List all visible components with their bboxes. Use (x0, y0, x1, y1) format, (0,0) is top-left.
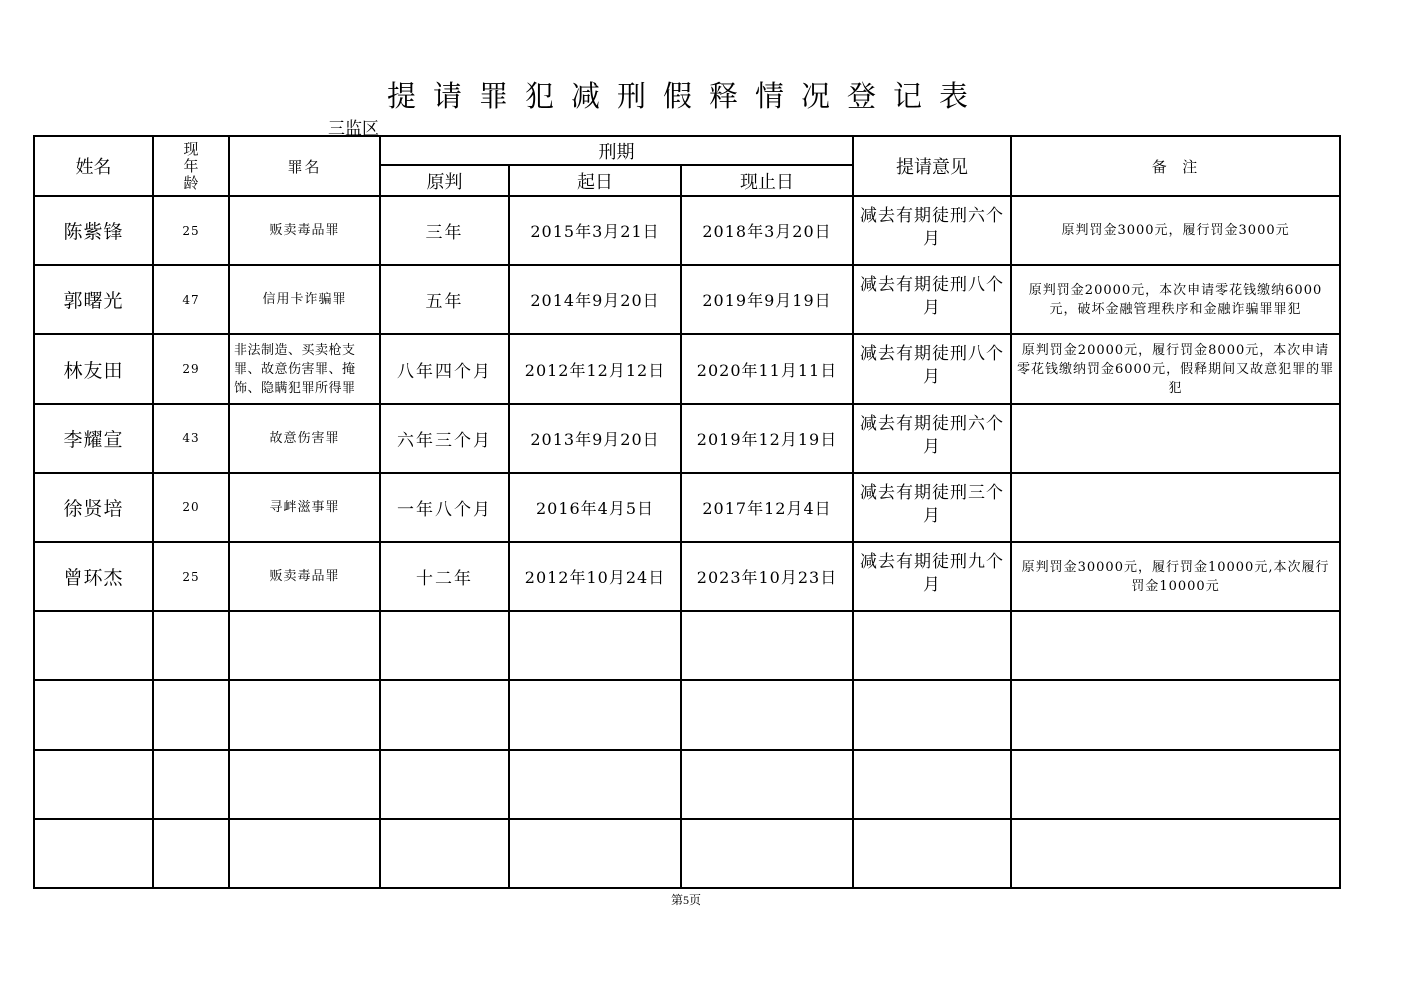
empty-cell (853, 680, 1011, 749)
cell-name: 徐贤培 (34, 473, 153, 542)
cell-start: 2012年10月24日 (509, 542, 681, 611)
cell-name: 郭曙光 (34, 265, 153, 334)
empty-cell (509, 680, 681, 749)
cell-opinion: 减去有期徒刑三个月 (853, 473, 1011, 542)
empty-cell (1011, 680, 1340, 749)
empty-cell (509, 750, 681, 819)
header-age: 现 年 龄 (153, 136, 229, 196)
header-term: 刑期 (380, 136, 853, 165)
cell-end: 2019年9月19日 (681, 265, 853, 334)
empty-cell (681, 819, 853, 888)
unit-label: 三监区 (328, 119, 379, 138)
cell-original: 八年四个月 (380, 334, 509, 403)
cell-start: 2015年3月21日 (509, 196, 681, 265)
cell-original: 五年 (380, 265, 509, 334)
cell-age: 20 (153, 473, 229, 542)
cell-age: 29 (153, 334, 229, 403)
empty-cell (34, 750, 153, 819)
empty-row (34, 611, 1340, 680)
empty-cell (153, 819, 229, 888)
cell-opinion: 减去有期徒刑九个月 (853, 542, 1011, 611)
empty-row (34, 750, 1340, 819)
empty-cell (153, 750, 229, 819)
empty-cell (681, 680, 853, 749)
table-row (34, 196, 1340, 265)
cell-crime: 贩卖毒品罪 (229, 196, 380, 265)
cell-opinion: 减去有期徒刑六个月 (853, 196, 1011, 265)
cell-crime: 非法制造、买卖枪支罪、故意伤害罪、掩饰、隐瞒犯罪所得罪 (229, 334, 380, 403)
empty-cell (1011, 750, 1340, 819)
table-row (34, 473, 1340, 542)
cell-name: 林友田 (34, 334, 153, 403)
empty-row (34, 819, 1340, 888)
cell-opinion: 减去有期徒刑八个月 (853, 265, 1011, 334)
header-end: 现止日 (681, 165, 853, 196)
empty-cell (681, 750, 853, 819)
header-row-top (34, 136, 1340, 165)
cell-original: 六年三个月 (380, 404, 509, 473)
empty-cell (681, 611, 853, 680)
cell-remarks (1011, 473, 1340, 542)
empty-cell (34, 611, 153, 680)
table-row (34, 542, 1340, 611)
cell-name: 曾环杰 (34, 542, 153, 611)
cell-end: 2017年12月4日 (681, 473, 853, 542)
page-title: 提请罪犯减刑假释情况登记表 (386, 79, 985, 113)
cell-name: 李耀宣 (34, 404, 153, 473)
cell-original: 一年八个月 (380, 473, 509, 542)
header-opinion: 提请意见 (853, 136, 1011, 196)
cell-start: 2012年12月12日 (509, 334, 681, 403)
cell-end: 2018年3月20日 (681, 196, 853, 265)
empty-cell (853, 750, 1011, 819)
table-row (34, 334, 1340, 403)
cell-age: 25 (153, 196, 229, 265)
cell-original: 十二年 (380, 542, 509, 611)
header-name: 姓名 (34, 136, 153, 196)
table-row (34, 265, 1340, 334)
register-table (33, 135, 1341, 889)
cell-name: 陈紫锋 (34, 196, 153, 265)
cell-start: 2016年4月5日 (509, 473, 681, 542)
empty-cell (229, 819, 380, 888)
empty-cell (380, 819, 509, 888)
empty-cell (229, 680, 380, 749)
cell-age: 25 (153, 542, 229, 611)
empty-cell (509, 611, 681, 680)
empty-cell (380, 611, 509, 680)
cell-crime: 寻衅滋事罪 (229, 473, 380, 542)
cell-opinion: 减去有期徒刑六个月 (853, 404, 1011, 473)
header-start: 起日 (509, 165, 681, 196)
cell-original: 三年 (380, 196, 509, 265)
cell-end: 2020年11月11日 (681, 334, 853, 403)
cell-start: 2014年9月20日 (509, 265, 681, 334)
empty-cell (1011, 611, 1340, 680)
cell-age: 43 (153, 404, 229, 473)
header-remarks: 备 注 (1011, 136, 1340, 196)
cell-start: 2013年9月20日 (509, 404, 681, 473)
empty-cell (34, 680, 153, 749)
cell-opinion: 减去有期徒刑八个月 (853, 334, 1011, 403)
cell-age: 47 (153, 265, 229, 334)
cell-end: 2023年10月23日 (681, 542, 853, 611)
cell-crime: 故意伤害罪 (229, 404, 380, 473)
empty-cell (380, 680, 509, 749)
cell-remarks: 原判罚金3000元，履行罚金3000元 (1011, 196, 1340, 265)
empty-cell (853, 819, 1011, 888)
cell-crime: 信用卡诈骗罪 (229, 265, 380, 334)
cell-remarks (1011, 404, 1340, 473)
empty-cell (229, 750, 380, 819)
empty-cell (380, 750, 509, 819)
header-original: 原判 (380, 165, 509, 196)
cell-remarks: 原判罚金30000元，履行罚金10000元,本次履行罚金10000元 (1011, 542, 1340, 611)
empty-cell (1011, 819, 1340, 888)
table-row (34, 404, 1340, 473)
empty-cell (153, 611, 229, 680)
cell-end: 2019年12月19日 (681, 404, 853, 473)
page-number: 第5页 (670, 893, 701, 907)
cell-remarks: 原判罚金20000元，履行罚金8000元，本次申请零花钱缴纳罚金6000元，假释期间又故意犯罪的罪犯 (1011, 334, 1340, 403)
cell-crime: 贩卖毒品罪 (229, 542, 380, 611)
empty-cell (34, 819, 153, 888)
empty-row (34, 680, 1340, 749)
header-crime: 罪名 (229, 136, 380, 196)
empty-cell (509, 819, 681, 888)
empty-cell (853, 611, 1011, 680)
empty-cell (153, 680, 229, 749)
empty-cell (229, 611, 380, 680)
cell-remarks: 原判罚金20000元，本次申请零花钱缴纳6000元，破坏金融管理秩序和金融诈骗罪罪犯 (1011, 265, 1340, 334)
